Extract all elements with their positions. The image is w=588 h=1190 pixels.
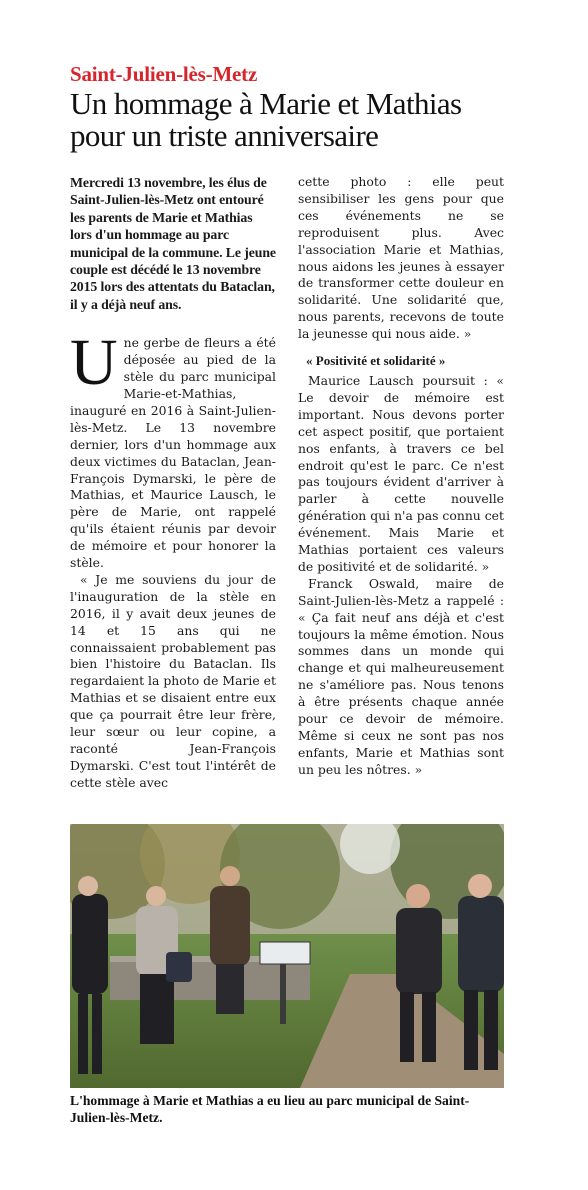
article-headline [70, 88, 504, 152]
column-right [298, 174, 504, 779]
paragraph-4: Maurice Lausch poursuit : « Le devoir de mémoire est important. Nous devons porter cet aspect positif, que portaient nos enfants, à travers ce bel endroit qu'est le parc. Ce n'est pas toujours évident d'arriver à parler à cette nouvelle génération qui n'a pas connu cet événement. Mais Marie et Mathias portaient ces valeurs de positivité et de solidarité. » [298, 372, 504, 574]
drop-cap: U [70, 326, 118, 400]
column-left [70, 174, 276, 792]
article-body [70, 174, 504, 814]
photo-caption: L'hommage à Marie et Mathias a eu lieu au parc municipal de Saint-Julien-lès-Metz. [70, 1093, 470, 1125]
article [70, 62, 504, 1125]
headline-line-2: pour un triste anniversaire [70, 118, 379, 153]
paragraph-1-wrap [70, 326, 276, 572]
article-kicker: Saint-Julien-lès-Metz [70, 62, 258, 86]
headline-line-1: Un hommage à Marie et Mathias [70, 86, 462, 121]
article-lead: Mercredi 13 novembre, les élus de Saint-Julien-lès-Metz ont entouré les parents de Marie et Mathias lors d'un hommage au parc municipal de la commune. Le jeune couple est décédé le 13 novembre 2015 lors des attentats du Bataclan, il y a déjà neuf ans. [70, 175, 276, 312]
article-photo [70, 824, 504, 1088]
park-scene-image [70, 824, 504, 1088]
paragraph-5: Franck Oswald, maire de Saint-Julien-lès-Metz a rappelé : « Ça fait neuf ans déjà et c'est toujours la même émotion. Nous sommes dans un monde qui change et qui malheureusement ne s'améliore pas. Nous tenons à être présents chaque année pour ce devoir de mémoire. Même si ceux ne sont pas nos enfants, Marie et Mathias sont un peu les nôtres. » [298, 575, 504, 777]
paragraph-3: cette photo : elle peut sensibiliser les gens pour que ces événements ne se reproduisent plus. Avec l'association Marie et Mathias, nous aidons les jeunes à essayer de transformer cette douleur en solidarité. Une solidarité que, nous parents, recevons de toute la jeunesse qui nous aide. » [298, 174, 504, 342]
article-subhead: « Positivité et solidarité » [306, 353, 446, 369]
paragraph-2: « Je me souviens du jour de l'inauguration de la stèle en 2016, il y avait deux jeunes de 14 et 15 ans qui ne connaissaient probablement pas bien l'histoire du Bataclan. Ils regardaient la photo de Marie et Mathias et se disaient entre eux que ça pourrait être leur frère, leur sœur ou leur copine, a raconté Jean-François Dymarski. C'est tout l'intérêt de cette stèle avec [70, 571, 276, 790]
paragraph-1: ne gerbe de fleurs a été déposée au pied de la stèle du parc municipal Marie-et-Mathias, inauguré en 2016 à Saint-Julien-lès-Metz. Le 13 novembre dernier, lors d'un hommage aux deux victimes du Bataclan, Jean-François Dymarski, le père de Mathias, et Maurice Lausch, le père de Marie, ont rappelé qu'ils étaient réunis par devoir de mémoire et pour honorer la stèle. [70, 335, 276, 571]
